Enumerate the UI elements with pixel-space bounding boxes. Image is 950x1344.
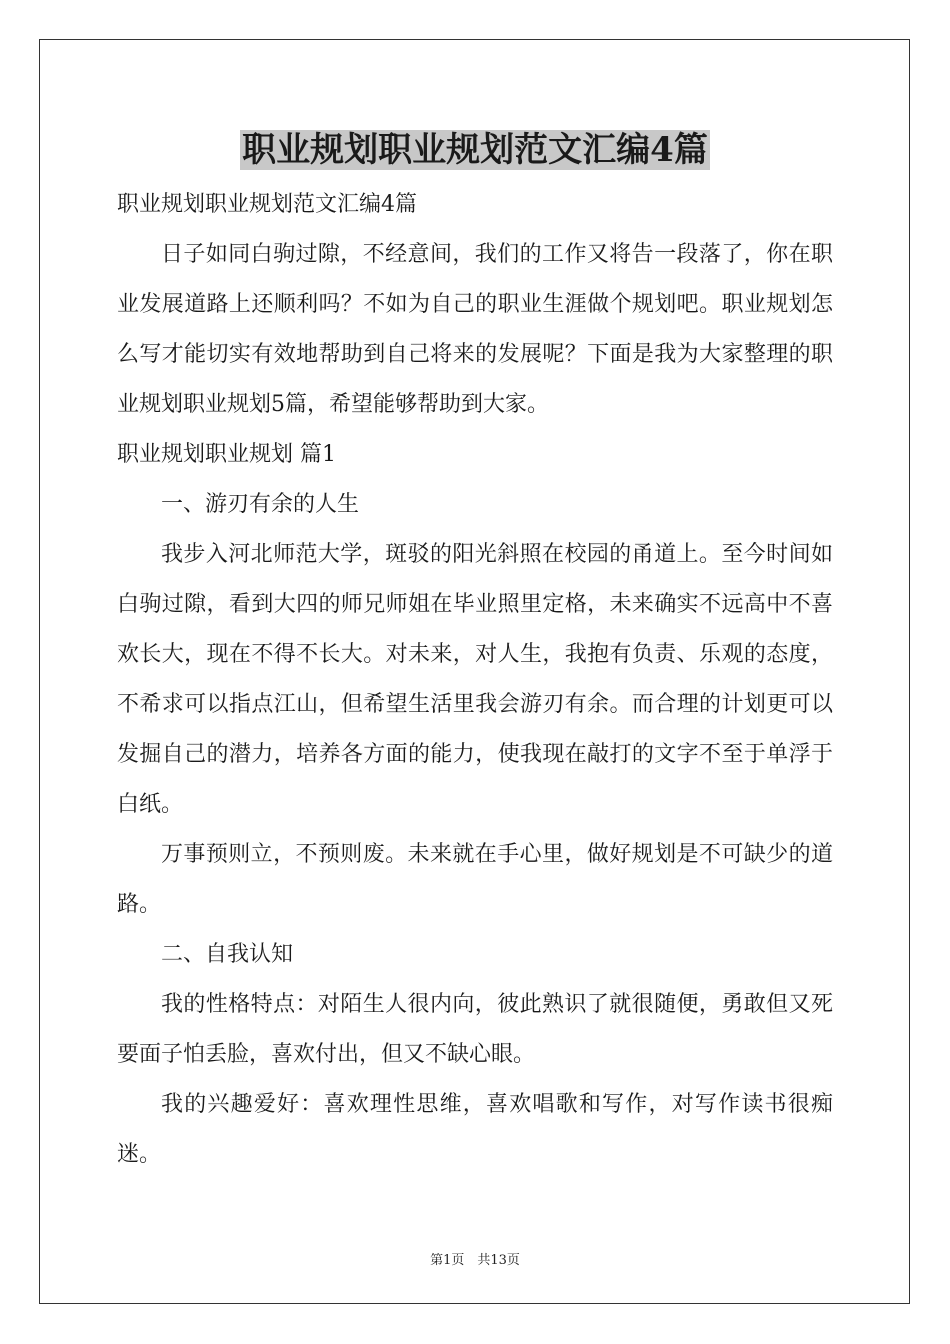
paragraph: 我的性格特点：对陌生人很内向，彼此熟识了就很随便，勇敢但又死要面子怕丢脸，喜欢付出，但又不缺心眼。	[117, 992, 833, 1067]
page-footer: 第1页 共13页	[430, 1253, 520, 1268]
paragraph: 日子如同白驹过隙，不经意间，我们的工作又将告一段落了，你在职业发展道路上还顺利吗？不如为自己的职业生涯做个规划吧。职业规划怎么写才能切实有效地帮助到自己将来的发展呢？下面是我为大家整理的职业规划职业规划5篇，希望能够帮助到大家。	[117, 242, 833, 417]
paragraph: 职业规划职业规划 篇1	[117, 442, 336, 467]
paragraph: 万事预则立，不预则废。未来就在手心里，做好规划是不可缺少的道路。	[117, 842, 833, 917]
document-title	[0, 128, 950, 172]
document-body	[117, 180, 833, 1180]
paragraph: 二、自我认知	[161, 942, 294, 967]
document-title-text: 职业规划职业规划范文汇编4篇	[242, 130, 708, 170]
paragraph: 我的兴趣爱好：喜欢理性思维，喜欢唱歌和写作，对写作读书很痴迷。	[117, 1092, 833, 1167]
paragraph: 一、游刃有余的人生	[161, 492, 360, 517]
paragraph: 我步入河北师范大学，斑驳的阳光斜照在校园的甬道上。至今时间如白驹过隙，看到大四的师兄师姐在毕业照里定格，未来确实不远高中不喜欢长大，现在不得不长大。对未来，对人生，我抱有负责、乐观的态度，不希求可以指点江山，但希望生活里我会游刃有余。而合理的计划更可以发掘自己的潜力，培养各方面的能力，使我现在敲打的文字不至于单浮于白纸。	[117, 542, 833, 817]
paragraph: 职业规划职业规划范文汇编4篇	[117, 192, 417, 217]
